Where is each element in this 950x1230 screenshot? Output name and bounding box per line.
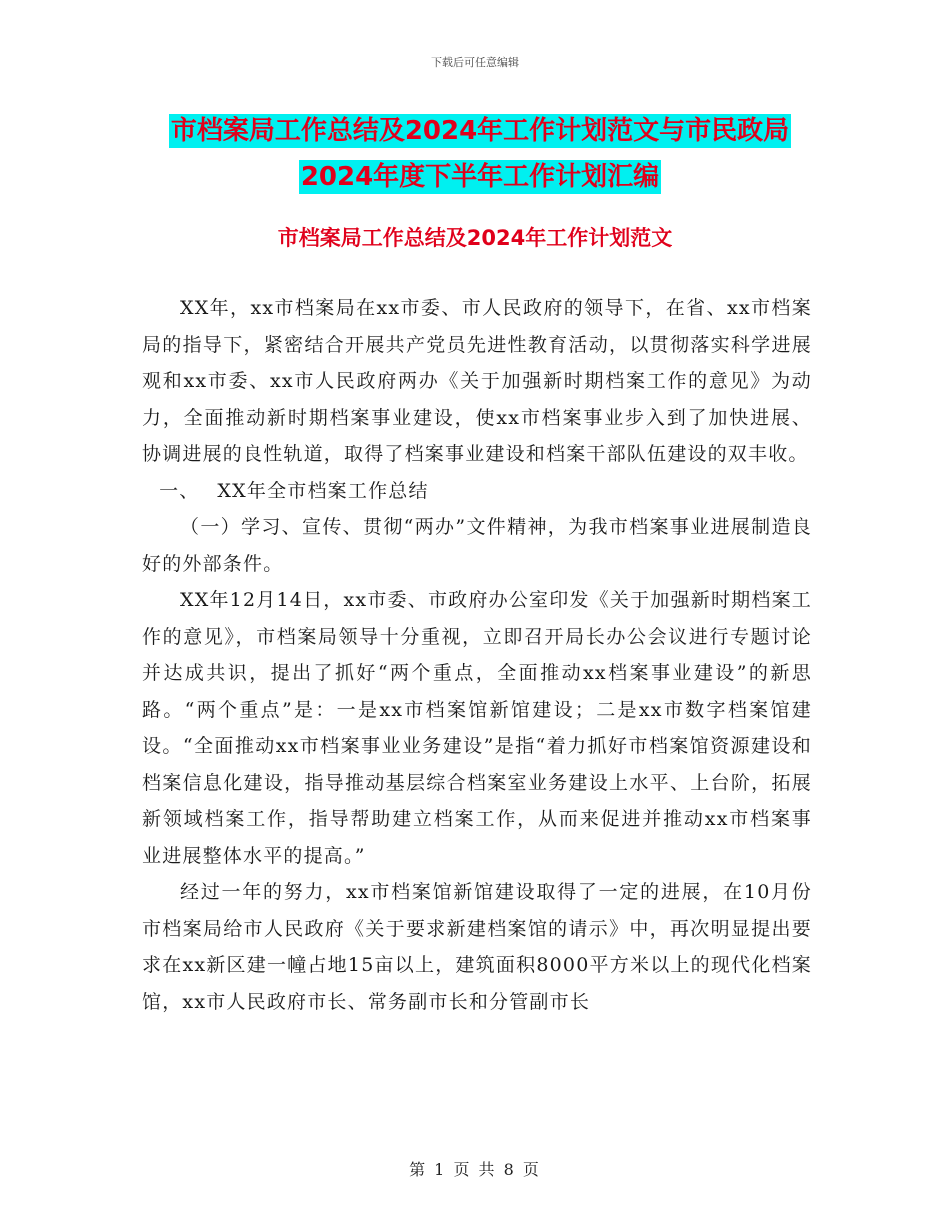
paragraph-subheading: （一）学习、宣传、贯彻“两办”文件精神，为我市档案事业进展制造良好的外部条件。: [142, 516, 812, 575]
page-number: 第 1 页 共 8 页: [409, 1160, 541, 1179]
paragraph-heading: 一、 XX年全市档案工作总结: [159, 479, 429, 502]
paragraph-body: XX年12月14日，xx市委、市政府办公室印发《关于加强新时期档案工作的意见》，市档案局领导十分重视，立即召开局长办公会议进行专题讨论并达成共识，提出了抓好“两个重点，全面推动xx档案事业建设”的新思路。“两个重点”是：一是xx市档案馆新馆建设；二是xx市数字档案馆建设。“全面推动xx市档案事业业务建设”是指“着力抓好市档案馆资源建设和档案信息化建设，指导推动基层综合档案室业务建设上水平、上台阶，拓展新领域档案工作，指导帮助建立档案工作，从而来促进并推动xx市档案事业进展整体水平的提高。”: [142, 589, 812, 867]
document-title: [140, 108, 820, 200]
header-note: 下载后可任意编辑: [431, 56, 519, 69]
document-body: [142, 290, 812, 1020]
paragraph-body: 经过一年的努力，xx市档案馆新馆建设取得了一定的进展，在10月份市档案局给市人民政府《关于要求新建档案馆的请示》中，再次明显提出要求在xx新区建一幢占地15亩以上，建筑面积8000平方米以上的现代化档案馆，xx市人民政府市长、常务副市长和分管副市长: [142, 881, 812, 1013]
title-line-2: 2024年度下半年工作计划汇编: [300, 162, 660, 192]
paragraph-intro: XX年，xx市档案局在xx市委、市人民政府的领导下，在省、xx市档案局的指导下，紧密结合开展共产党员先进性教育活动，以贯彻落实科学进展观和xx市委、xx市人民政府两办《关于加强新时期档案工作的意见》为动力，全面推动新时期档案事业建设，使xx市档案事业步入到了加快进展、协调进展的良性轨道，取得了档案事业建设和档案干部队伍建设的双丰收。: [142, 297, 812, 465]
title-line-1: 市档案局工作总结及2024年工作计划范文与市民政局: [170, 116, 790, 146]
section-title: 市档案局工作总结及2024年工作计划范文: [277, 226, 673, 250]
